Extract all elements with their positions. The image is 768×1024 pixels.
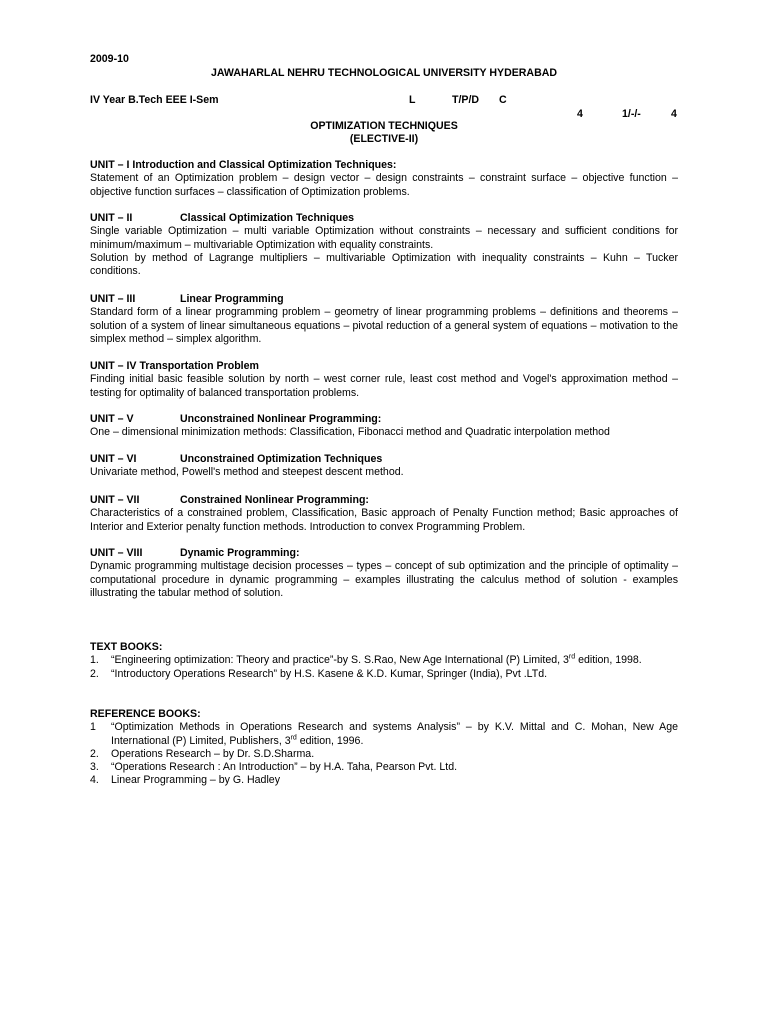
col-c-label: C: [499, 94, 507, 106]
subject-title: OPTIMIZATION TECHNIQUES: [310, 120, 458, 132]
unit-number: UNIT – II: [90, 212, 133, 224]
unit-body: Dynamic programming multistage decision processes – types – concept of sub optimization and the principle of optimality – computational procedure in dynamic programming – examples illustrating the calculus method of solution - examples illustrating the tabular method of solution.: [90, 560, 678, 599]
val-c: 4: [671, 108, 677, 120]
list-item: 1. “Engineering optimization: Theory and practice”-by S. S.Rao, New Age International (P) Limited, 3rd edition, 1998.: [90, 653, 642, 667]
unit-6: [90, 453, 678, 480]
unit-body: Characteristics of a constrained problem, Classification, Basic approach of Penalty Function method; Basic approaches of Interior and Exterior penalty function methods. Introduction to convex Programming Problem.: [90, 507, 678, 533]
list-item: 1 “Optimization Methods in Operations Research and systems Analysis” – by K.V. Mittal and C. Mohan, New Age International (P) Limited, Publishers, 3rd edition, 1996.: [90, 721, 678, 747]
col-tpd-label: T/P/D: [452, 94, 480, 106]
text-books-section: [90, 641, 678, 681]
unit-4: [90, 360, 678, 400]
year-label: 2009-10: [90, 53, 129, 65]
unit-number: UNIT – III: [90, 293, 136, 305]
list-item: 4. Linear Programming – by G. Hadley: [90, 774, 280, 787]
unit-7: [90, 494, 678, 534]
unit-body: Standard form of a linear programming problem – geometry of linear programming problems – definitions and theorems – solution of a system of linear simultaneous equations – pivotal reduction of a general system of equations – motivation to the simplex method – simplex algorithm.: [90, 306, 678, 345]
reference-books-heading: REFERENCE BOOKS:: [90, 708, 201, 720]
university-title: JAWAHARLAL NEHRU TECHNOLOGICAL UNIVERSITY HYDERABAD: [210, 67, 558, 79]
reference-books-list: [90, 721, 678, 787]
unit-title: Unconstrained Nonlinear Programming:: [180, 413, 382, 425]
unit-title: Linear Programming: [180, 293, 284, 305]
unit-body: Univariate method, Powell's method and steepest descent method.: [90, 466, 404, 479]
unit-title: Constrained Nonlinear Programming:: [180, 494, 369, 506]
unit-5: [90, 413, 678, 440]
unit-title: Unconstrained Optimization Techniques: [180, 453, 383, 465]
list-item: 2. “Introductory Operations Research” by H.S. Kasene & K.D. Kumar, Springer (India), Pvt .LTd.: [90, 667, 548, 680]
list-item: 2. Operations Research – by Dr. S.D.Sharma.: [90, 747, 315, 760]
unit-body: Statement of an Optimization problem – design vector – design constraints – constraint surface – objective function – objective function surfaces – classification of Optimization problems.: [90, 172, 678, 198]
col-l-label: L: [409, 94, 416, 106]
unit-body: One – dimensional minimization methods: Classification, Fibonacci method and Quadratic interpolation method: [90, 426, 610, 439]
unit-number: UNIT – VII: [90, 494, 140, 506]
unit-title: Classical Optimization Techniques: [180, 212, 355, 224]
unit-title: Dynamic Programming:: [180, 547, 300, 559]
val-l: 4: [577, 108, 583, 120]
unit-1: [90, 159, 678, 199]
unit-body-continued: Solution by method of Lagrange multipliers – multivariable Optimization with inequality constraints – Kuhn – Tucker conditions.: [90, 251, 678, 278]
unit-body: Single variable Optimization – multi variable Optimization without constraints – necessary and sufficient conditions for minimum/maximum – multivariable Optimization with equality constraints.: [90, 225, 678, 251]
unit-heading: UNIT – IV Transportation Problem: [90, 360, 259, 372]
unit-number: UNIT – VI: [90, 453, 137, 465]
reference-books-section: [90, 708, 678, 788]
elective-label: (ELECTIVE-II): [349, 133, 419, 145]
unit-8: [90, 547, 678, 600]
course-year: IV Year B.Tech EEE I-Sem: [90, 94, 219, 106]
unit-number: UNIT – VIII: [90, 547, 143, 559]
unit-2: [90, 212, 678, 278]
list-item: 3. “Operations Research : An Introduction” – by H.A. Taha, Pearson Pvt. Ltd.: [90, 761, 458, 774]
unit-3: [90, 293, 678, 346]
text-books-list: [90, 654, 678, 681]
unit-number: UNIT – V: [90, 413, 134, 425]
unit-body: Finding initial basic feasible solution by north – west corner rule, least cost method and Vogel's approximation method – testing for optimality of balanced transportation problems.: [90, 373, 678, 399]
val-tpd: 1/-/-: [622, 108, 641, 120]
unit-heading: UNIT – I Introduction and Classical Optimization Techniques:: [90, 159, 397, 171]
text-books-heading: TEXT BOOKS:: [90, 641, 163, 653]
